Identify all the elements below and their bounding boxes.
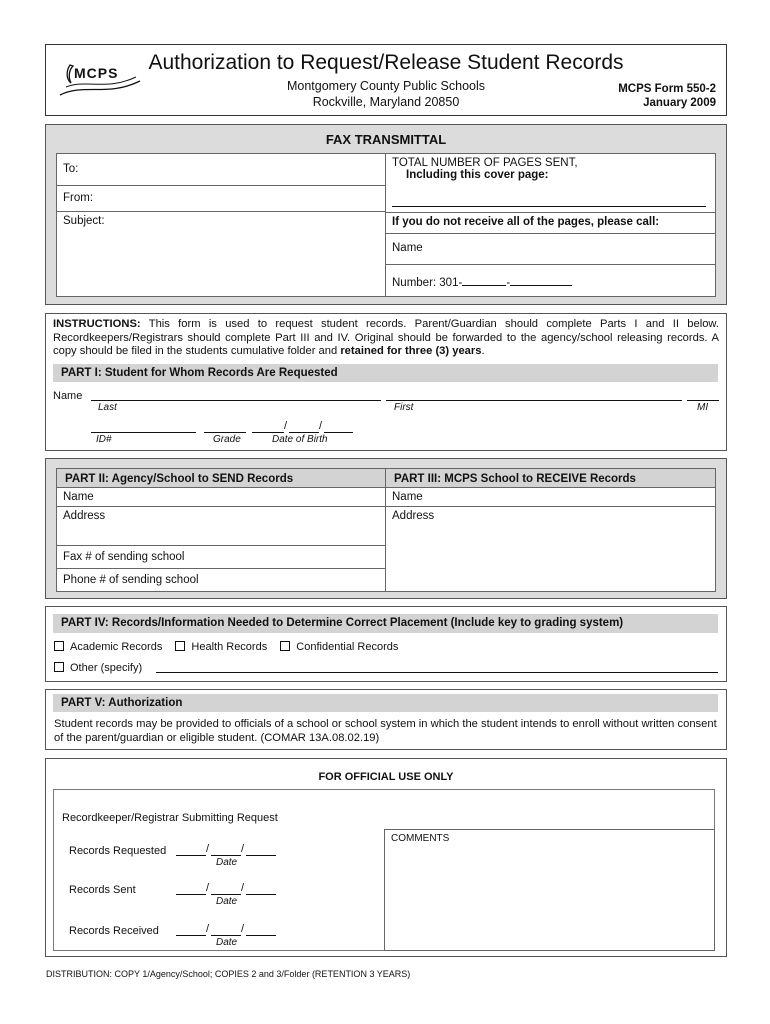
part1-first-caption: First [394, 402, 414, 413]
part2-address-cell[interactable]: Address [56, 506, 386, 546]
fax-number-label: Number: 301- [392, 277, 463, 289]
fax-pages-line1: TOTAL NUMBER OF PAGES SENT, [392, 157, 578, 169]
part4-checkbox-row [54, 641, 398, 653]
header-box [45, 44, 727, 116]
part2-header: PART II: Agency/School to SEND Records [56, 468, 386, 488]
part2-fax-cell[interactable]: Fax # of sending school [56, 545, 386, 569]
recordkeeper-label: Recordkeeper/Registrar Submitting Request [62, 812, 278, 824]
sent-date-m[interactable] [176, 894, 206, 895]
part2-name-cell[interactable]: Name [56, 487, 386, 507]
part1-grade-input[interactable] [204, 432, 246, 433]
sent-date-y[interactable] [246, 894, 276, 895]
records-received-label: Records Received [69, 925, 159, 937]
part2-3-section [45, 458, 727, 599]
fax-subject-cell[interactable] [56, 211, 386, 297]
part5-section [45, 689, 727, 750]
fax-to-cell[interactable] [56, 153, 386, 186]
part4-section [45, 606, 727, 682]
other-specify-checkbox[interactable]: Other (specify) [54, 662, 142, 674]
fax-pages-cell [385, 153, 716, 213]
comments-label: COMMENTS [391, 833, 450, 844]
part3-header: PART III: MCPS School to RECEIVE Records [385, 468, 716, 488]
fax-number-cell[interactable]: Number: 301- - [385, 264, 716, 297]
part1-first-input[interactable] [386, 400, 682, 401]
part1-mi-input[interactable] [687, 400, 719, 401]
requested-date-y[interactable] [246, 855, 276, 856]
records-requested-label: Records Requested [69, 845, 167, 857]
sent-date-caption: Date [216, 896, 238, 907]
part1-last-input[interactable] [91, 400, 381, 401]
fax-name-cell[interactable] [385, 233, 716, 265]
part5-text: Student records may be provided to officials of a school or school system in which the student intends to enroll without written consent of the parent/guardian or eligible student. (COMAR 13A.08.02.19) [54, 718, 717, 744]
fax-name-label: Name [392, 242, 423, 254]
other-specify-input[interactable] [156, 672, 718, 673]
fax-to-label: To: [63, 163, 79, 175]
part1-name-label: Name [53, 390, 83, 402]
part1-dob-year[interactable] [324, 432, 353, 433]
form-date: January 2009 [643, 97, 716, 109]
part1-grade-caption: Grade [213, 434, 241, 445]
distribution-note: DISTRIBUTION: COPY 1/Agency/School; COPIES 2 and 3/Folder (RETENTION 3 YEARS) [46, 969, 411, 979]
part1-last-caption: Last [98, 402, 117, 413]
academic-records-checkbox[interactable]: Academic Records [54, 641, 162, 653]
part2-phone-cell[interactable]: Phone # of sending school [56, 568, 386, 592]
instructions-section: INSTRUCTIONS: This form is used to request student records. Parent/Guardian should complete Parts I and II below. Recordkeepers/Registrars should complete Part III and IV. Original should be forwarded to the agency/school releasing records. A copy should be filed in the students cumulative folder and retained for three (3) years. PART I: Student for Whom Records Are Requested Name Last First MI / / ID# Grade Date of Birth [45, 313, 727, 451]
received-date-m[interactable] [176, 935, 206, 936]
requested-date-m[interactable] [176, 855, 206, 856]
received-date-caption: Date [216, 937, 238, 948]
official-title: FOR OFFICIAL USE ONLY [318, 771, 454, 783]
sent-date-d[interactable] [211, 894, 241, 895]
fax-from-cell[interactable] [56, 185, 386, 212]
fax-not-receive: If you do not receive all of the pages, please call: [385, 212, 716, 234]
fax-subject-label: Subject: [63, 215, 105, 227]
requested-date-d[interactable] [211, 855, 241, 856]
comments-box[interactable] [384, 829, 715, 951]
part1-id-caption: ID# [96, 434, 112, 445]
fax-title: FAX TRANSMITTAL [325, 132, 447, 147]
fax-from-label: From: [63, 192, 94, 204]
org-line-2: Rockville, Maryland 20850 [312, 95, 460, 109]
logo-text: MCPS [74, 65, 119, 81]
requested-date-caption: Date [216, 857, 238, 868]
received-date-d[interactable] [211, 935, 241, 936]
page-title: Authorization to Request/Release Student Records [148, 51, 624, 74]
part1-mi-caption: MI [697, 402, 709, 413]
instructions-text: INSTRUCTIONS: This form is used to request student records. Parent/Guardian should complete Parts I and II below. Recordkeepers/Registrars should complete Part III and IV. Original should be forwarded to the agency/school releasing records. A copy should be filed in the students cumulative folder and retained for three (3) years. [53, 318, 719, 357]
part1-dob-caption: Date of Birth [272, 434, 328, 445]
fax-section [45, 124, 727, 305]
records-sent-label: Records Sent [69, 884, 136, 896]
fax-pages-line2: Including this cover page: [406, 169, 549, 181]
fax-pages-input[interactable] [392, 206, 706, 207]
part3-name-cell[interactable]: Name [385, 487, 716, 507]
part1-id-input[interactable] [91, 432, 196, 433]
org-line-1: Montgomery County Public Schools [286, 79, 485, 93]
form-number: MCPS Form 550-2 [618, 83, 716, 95]
part5-header: PART V: Authorization [53, 694, 718, 712]
official-section: FOR OFFICIAL USE ONLY Recordkeeper/Registrar Submitting Request COMMENTS Records Requested / / Date Records Sent / / Date Records Received / / Date [45, 758, 727, 957]
part1-dob-month[interactable] [252, 432, 284, 433]
health-records-checkbox[interactable]: Health Records [175, 641, 267, 653]
received-date-y[interactable] [246, 935, 276, 936]
part3-address-cell[interactable]: Address [385, 506, 716, 592]
part1-header: PART I: Student for Whom Records Are Requested [53, 364, 718, 382]
confidential-records-checkbox[interactable]: Confidential Records [280, 641, 398, 653]
part1-dob-day[interactable] [289, 432, 319, 433]
part4-header: PART IV: Records/Information Needed to Determine Correct Placement (Include key to grading system) [53, 614, 718, 633]
